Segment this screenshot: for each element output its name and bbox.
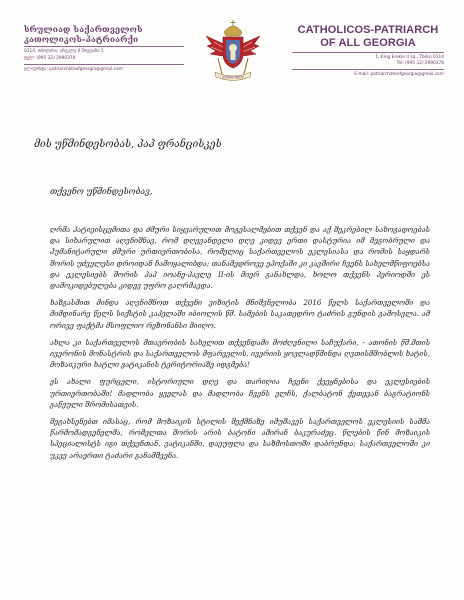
letter-paragraph: ახლა კი საქართველოს მთავრობის სახელით თქვენდამი მოძღვნილი საჩუქარი, - ათონის წმ.მთის ივერონის მონასტრის და საქართველოს მფარველის, ივერიის ყოვლადწმინდა ღვთისმშობლის ხატის, მოზაიკური ხატლი ვატიკანის ტერიტორიაზე იდგმება! [50,337,430,370]
letterhead-rule [292,69,444,70]
letterhead-rule [24,46,184,47]
letter-paragraph: ღრმა პატივისცემითა და ძმური სიყვარულით მოგესალმებით თქვენ და აქ შეკრებილ სახოგადოებას და სიხარულით აღვნიშნავ, რომ დღევანდელი დღე კიდევ ერთი დასტურია იმ მეგობრული და ჰუმანიტარული ძმური ურთიერთობისა, რომელიც საქართველოს ეკლესიასა და რომის საყდარს შორის უძველესი დროიდან ჩამოყალიბდა; თანამედროვე ეპოქაში კი კავშირი ჩვენს სახელმწიფოებსა და ეკლესიებს შორის პაპ იოანე-პავლე II-ის მიერ განახლდა, ხოლო თქვენს პერიოდში ეს დამოკიდებულება კიდევ უფრო გაღრმავდა. [50,225,430,291]
letterhead-phone: ტელ: (995 32) 2990378 [24,56,76,62]
letter-paragraph: ეს ახალი ფურცელი, ისტორიული დღე და თარიღია ჩვენი ქვეყნებისა და ეკლესიების ურთიერთობაში! მადლობა ყველას და მადლობა ჩვენს ელჩს, ქალბატონ ქეთევან ბაგრატიონს გაწეული შრომისათვის. [50,377,430,409]
letterhead-title-line-1: სრულიად საქართველოს [24,24,143,34]
letterhead-address: 0114, თბილისი, ერეკლე II მოედანი 1 [24,49,104,54]
letterhead-rule [292,52,444,53]
letterhead-title-line-1: CATHOLICOS-PATRIARCH [297,24,439,36]
letterhead-rule [24,64,184,65]
letter-paragraph: ხაზგასმით მინდა აღვნიშნოთ თქვენი ვიზიტის მნიშვნელობა 2016 წელს საქართველოში და მიმდინარე წელს სიქსტის კაპელაში იბიოლის წმ. სამების საკათედრო ტაძრის გუნდის გამოსვლა. ამ ორივე ფაქტმა მსოფლიო რეზონანსი მიიღო. [50,298,430,330]
letterhead-phone: Tel: (995 32) 2990378 [396,61,444,67]
patriarchate-crest [204,18,262,84]
letter-paragraph: შეგახსენებთ იმასაც, რომ მოზაიკის სტილის შექმნაზე იმუშავეს საქართველოს ეკლესიის სამმა წარმომადგენელმა, რომელთა შორის არის ბატონი ამირან ბაკურაძეც. წლების წინ მოზაიკის სპეციალისტს იგი თქვენთან, ვატიკანში, დაეუფლა და საზმოსთოში დაბრუნდა; საქართველოში კი უკვე არაერთი ტაძარი განამშვენა. [50,417,430,460]
crest-motto: ΣΟΦΙΑ ΘΕΟΥ [222,75,244,80]
letterhead-georgian [24,24,184,74]
letterhead-email: E-mail: patriarchateofgeorgia@gmail.com [354,72,444,78]
letterhead-email: ელ-ფოსტა: patriarchateofgeorgia@gmail.com [24,67,123,73]
letter-body [50,224,430,467]
letterhead-title-line-2: OF ALL GEORGIA [320,37,416,49]
letterhead-title-line-2: კათოლიკოს-პატრიარქი [24,34,139,44]
letterhead-english [292,24,444,79]
letter-salutation: მის უწმინდესობას, პაპ ფრანცისკეს [34,139,222,150]
letterhead-address: 1, King Erekle II sq., Tbilisi 0114 [375,55,444,60]
letter-greeting: თქვენო უწმინდესობავ, [50,186,153,196]
